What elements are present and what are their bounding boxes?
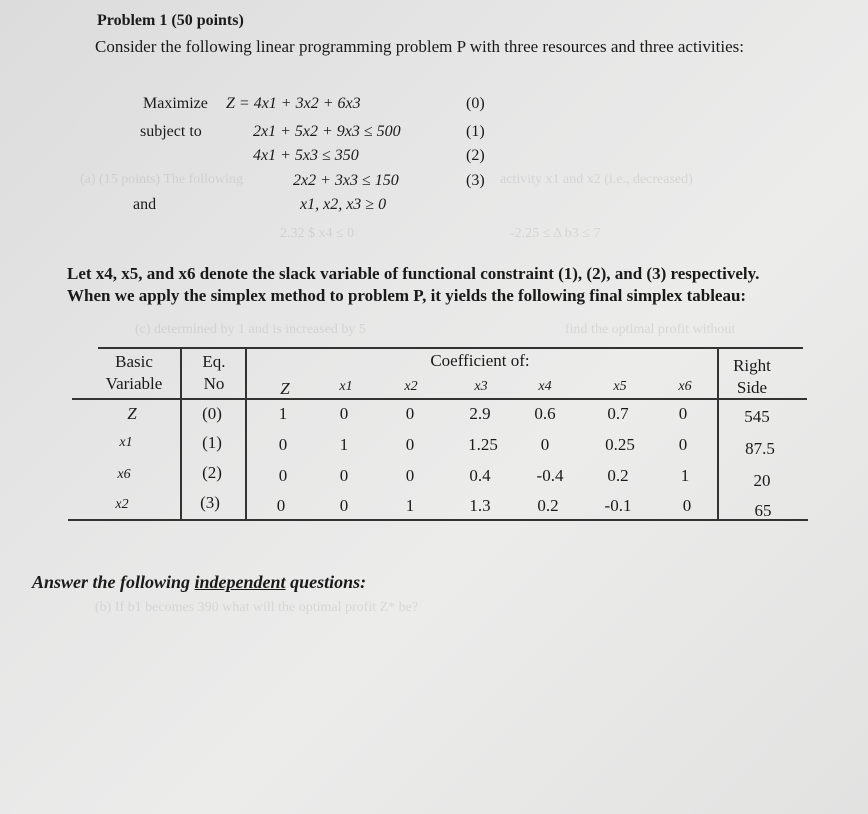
nonnegativity: x1, x2, x3 ≥ 0 [300, 196, 387, 213]
problem-intro: Consider the following linear programming problem P with three resources and three activities: [95, 37, 744, 56]
row2-x5: 0.2 [607, 466, 629, 485]
row0-x5: 0.7 [607, 404, 629, 423]
row2-x3: 0.4 [469, 466, 491, 485]
row1-rhs: 87.5 [745, 439, 775, 458]
eq-label-2: (2) [466, 147, 485, 164]
row3-basic: x2 [115, 497, 129, 512]
row2-basic: x6 [117, 467, 131, 482]
answer-underlined: independent [194, 572, 286, 592]
header-eq-1: Eq. [202, 352, 226, 371]
answer-instructions [32, 572, 366, 593]
row1-x4: 0 [540, 435, 550, 454]
row0-eq: (0) [202, 404, 222, 423]
answer-suffix: questions: [285, 572, 367, 592]
row3-eq: (3) [200, 493, 220, 512]
problem-title: Problem 1 (50 points) [97, 12, 244, 29]
eq-label-0: (0) [466, 95, 485, 112]
row1-x2: 0 [405, 435, 415, 454]
col-header-x3: x3 [474, 379, 488, 394]
subject-to-label: subject to [140, 123, 202, 140]
row1-x6: 0 [678, 435, 688, 454]
header-basic-2: Variable [105, 374, 163, 393]
eq-label-3: (3) [466, 172, 485, 189]
row1-x5: 0.25 [605, 435, 635, 454]
row2-z: 0 [278, 466, 288, 485]
row0-z: 1 [278, 404, 288, 423]
col-header-x6: x6 [678, 379, 692, 394]
row0-x1: 0 [339, 404, 349, 423]
row1-z: 0 [278, 435, 288, 454]
row3-x2: 1 [405, 496, 415, 515]
row3-z: 0 [276, 496, 286, 515]
constraint-3: 2x2 + 3x3 ≤ 150 [293, 172, 399, 189]
header-basic-1: Basic [115, 352, 153, 371]
row1-eq: (1) [202, 433, 222, 452]
maximize-label: Maximize [143, 95, 208, 112]
table-divider-2 [245, 347, 247, 521]
row2-x1: 0 [339, 466, 349, 485]
col-header-x1: x1 [339, 379, 353, 394]
eq-label-1: (1) [466, 123, 485, 140]
row2-x6: 1 [680, 466, 690, 485]
row0-basic: Z [127, 404, 137, 423]
row3-rhs: 65 [754, 501, 772, 520]
row2-eq: (2) [202, 463, 222, 482]
row2-rhs: 20 [753, 471, 771, 490]
row1-x1: 1 [339, 435, 349, 454]
header-eq-2: No [203, 374, 225, 393]
col-header-z: Z [280, 379, 290, 398]
col-header-x4: x4 [538, 379, 552, 394]
table-top-rule [98, 347, 803, 349]
row0-x2: 0 [405, 404, 415, 423]
row2-x2: 0 [405, 466, 415, 485]
constraint-1: 2x1 + 5x2 + 9x3 ≤ 500 [253, 123, 401, 140]
row3-x4: 0.2 [537, 496, 559, 515]
and-label: and [133, 196, 157, 213]
row1-x3: 1.25 [468, 435, 498, 454]
header-coefficient: Coefficient of: [430, 351, 530, 370]
row3-x6: 0 [682, 496, 692, 515]
row2-x4: -0.4 [536, 466, 564, 485]
table-divider-3 [717, 347, 719, 521]
header-rhs-2: Side [736, 378, 768, 397]
constraint-2: 4x1 + 5x3 ≤ 350 [253, 147, 359, 164]
simplex-description: When we apply the simplex method to problem P, it yields the following final simplex tableau: [67, 286, 747, 305]
table-bottom-rule [68, 519, 808, 521]
row3-x5: -0.1 [604, 496, 632, 515]
row1-basic: x1 [119, 435, 133, 450]
row0-x4: 0.6 [534, 404, 556, 423]
table-header-rule [72, 398, 807, 400]
header-rhs-1: Right [733, 356, 771, 375]
row0-x3: 2.9 [469, 404, 491, 423]
col-header-x5: x5 [613, 379, 627, 394]
col-header-x2: x2 [404, 379, 418, 394]
answer-prefix: Answer the following [32, 572, 195, 592]
slack-description: Let x4, x5, and x6 denote the slack variable of functional constraint (1), (2), and (3) respectively. [67, 264, 760, 283]
row3-x3: 1.3 [469, 496, 491, 515]
row0-x6: 0 [678, 404, 688, 423]
row3-x1: 0 [339, 496, 349, 515]
row0-rhs: 545 [744, 407, 770, 426]
objective-function: Z = 4x1 + 3x2 + 6x3 [226, 95, 361, 112]
